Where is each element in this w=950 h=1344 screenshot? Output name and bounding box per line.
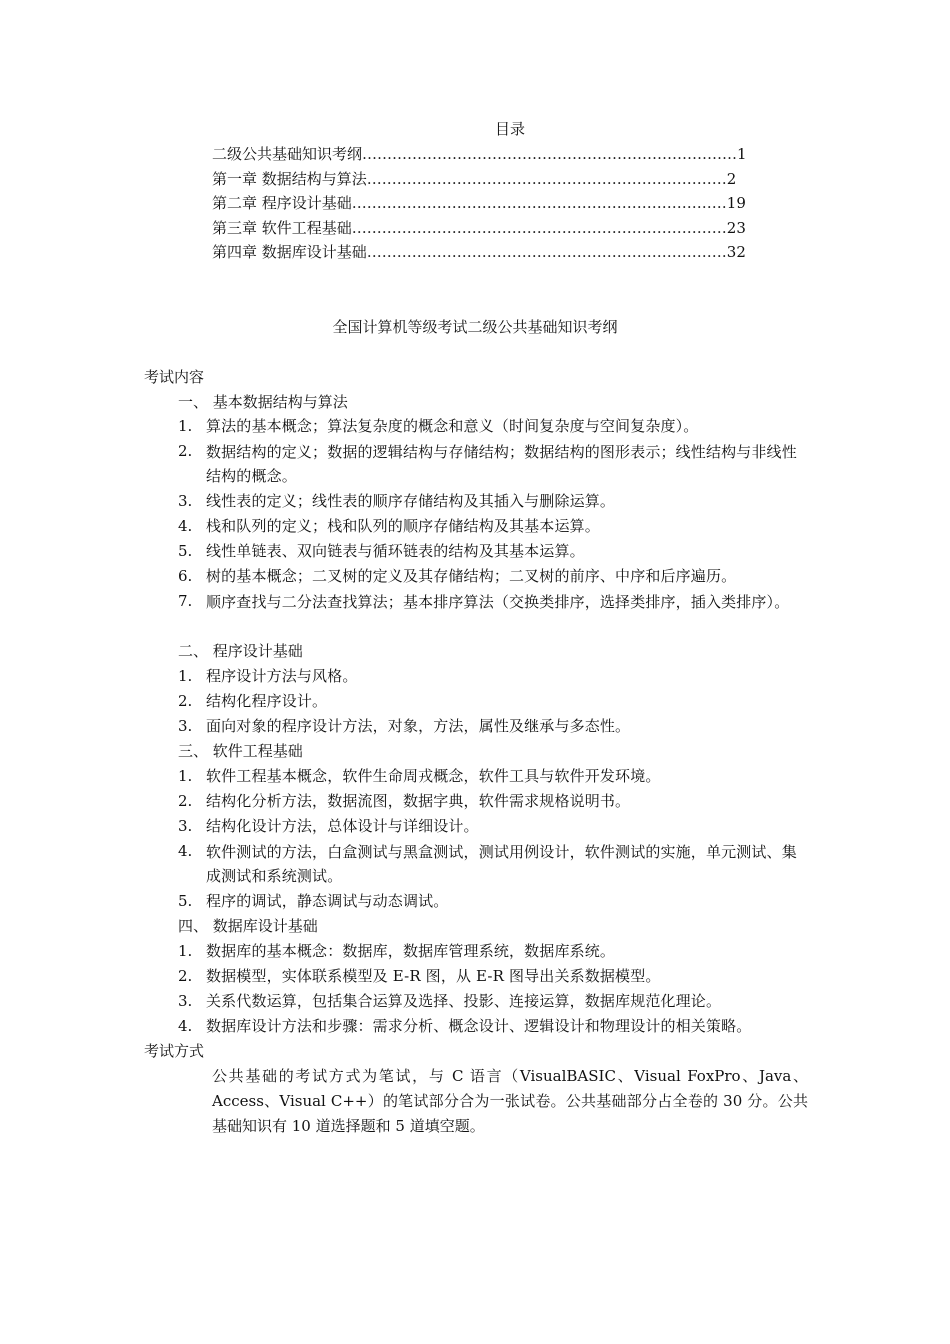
item-number: 1. [178,667,193,685]
list-item [178,540,806,562]
toc-entry-label: 第一章 数据结构与算法 [212,170,367,188]
item-number: 2. [178,692,193,710]
item-text: 关系代数运算，包括集合运算及选择、投影、连接运算，数据库规范化理论。 [206,992,722,1010]
list-item [178,415,806,437]
toc-entry-dots: ………………………………………………………………… [362,145,738,163]
section-title: 三、 软件工程基础 [178,742,303,760]
item-number: 6. [178,567,193,585]
list-item [178,690,806,712]
toc-entry [212,192,746,214]
item-text: 栈和队列的定义；栈和队列的顺序存储结构及其基本运算。 [206,517,600,535]
item-number: 4. [178,517,193,535]
toc-entry-label: 第二章 程序设计基础 [212,194,352,212]
toc-entry [212,241,746,263]
list-item [178,940,806,962]
item-text: 算法的基本概念；算法复杂度的概念和意义（时间复杂度与空间复杂度）。 [206,417,699,435]
item-text: 面向对象的程序设计方法，对象，方法，属性及继承与多态性。 [206,717,631,735]
list-item [178,665,806,687]
item-text: 软件测试的方法，白盒测试与黑盒测试，测试用例设计，软件测试的实施，单元测试、集成测试和系统测试。 [206,843,797,885]
item-text: 树的基本概念；二叉树的定义及其存储结构；二叉树的前序、中序和后序遍历。 [206,567,737,585]
item-text: 软件工程基本概念，软件生命周戎概念，软件工具与软件开发环境。 [206,767,661,785]
exam-method-heading: 考试方式 [144,1042,205,1060]
toc-entry-dots: ……………………………………………………………… [366,170,727,188]
toc-entry [212,168,736,190]
item-number: 5. [178,542,193,560]
toc-entry-dots: ………………………………………………………………… [351,219,727,237]
item-number: 1. [178,767,193,785]
item-number: 4. [178,1017,193,1035]
item-text: 结构化设计方法，总体设计与详细设计。 [206,817,479,835]
toc-entry-label: 第三章 软件工程基础 [212,219,352,237]
list-item [178,590,806,614]
item-text: 数据库设计方法和步骤：需求分析、概念设计、逻辑设计和物理设计的相关策略。 [206,1017,752,1035]
item-number: 3. [178,717,193,735]
item-text: 线性单链表、双向链表与循环链表的结构及其基本运算。 [206,542,585,560]
item-number: 3. [178,992,193,1010]
list-item [178,990,806,1012]
list-item [178,565,806,587]
section-title: 四、 数据库设计基础 [178,917,318,935]
item-number: 3. [178,492,193,510]
item-text: 数据结构的定义；数据的逻辑结构与存储结构；数据结构的图形表示；线性结构与非线性结构的概念。 [206,443,797,485]
item-text: 顺序查找与二分法查找算法；基本排序算法（交换类排序，选择类排序，插入类排序）。 [206,593,790,611]
document-title: 全国计算机等级考试二级公共基础知识考纲 [332,318,618,336]
toc-entry-page: 23 [726,219,746,237]
item-text: 结构化分析方法，数据流图，数据字典，软件需求规格说明书。 [206,792,631,810]
item-number: 2. [178,967,193,985]
list-item [178,715,806,737]
section-title: 二、 程序设计基础 [178,642,303,660]
exam-content-heading: 考试内容 [144,368,205,386]
toc-entry-label: 第四章 数据库设计基础 [212,243,367,261]
list-item [178,790,806,812]
list-item [178,815,806,837]
item-number: 1. [178,942,193,960]
item-number: 1. [178,417,193,435]
item-text: 程序设计方法与风格。 [206,667,358,685]
list-item [178,515,806,537]
item-number: 4. [178,842,193,860]
toc-entry-dots: ……………………………………………………………… [366,243,727,261]
item-text: 数据库的基本概念：数据库，数据库管理系统，数据库系统。 [206,942,616,960]
list-item [178,765,806,787]
toc-entry-page: 19 [726,194,746,212]
toc-entry-dots: ………………………………………………………………… [351,194,727,212]
item-number: 2. [178,442,193,460]
item-text: 程序的调试，静态调试与动态调试。 [206,892,449,910]
toc-entry-page: 1 [737,145,747,163]
item-number: 2. [178,792,193,810]
item-number: 5. [178,892,193,910]
toc-entry-page: 2 [726,170,737,188]
list-item [178,490,806,512]
item-text: 结构化程序设计。 [206,692,328,710]
list-item [178,440,806,488]
item-number: 3. [178,817,193,835]
toc-entry [212,217,746,239]
toc-entry-label: 二级公共基础知识考纲 [212,145,363,163]
toc-title: 目录 [494,120,525,138]
item-text: 线性表的定义；线性表的顺序存储结构及其插入与删除运算。 [206,492,616,510]
toc-entry-page: 32 [726,243,746,261]
toc-entry [212,143,747,165]
section-title: 一、 基本数据结构与算法 [178,393,348,411]
item-text: 数据模型，实体联系模型及 E-R 图，从 E-R 图导出关系数据模型。 [206,967,661,985]
list-item [178,840,806,888]
list-item [178,965,806,987]
item-number: 7. [178,592,193,610]
list-item [178,1015,846,1037]
exam-method-paragraph: 公共基础的考试方式为笔试，与 C 语言（VisualBASIC、Visual FoxPro、Java、Access、Visual C++）的笔试部分合为一张试卷。公共基础部分占全卷的 30 分。公共基础知识有 10 道选择题和 5 道填空题。 [212,1067,808,1135]
list-item [178,890,806,912]
